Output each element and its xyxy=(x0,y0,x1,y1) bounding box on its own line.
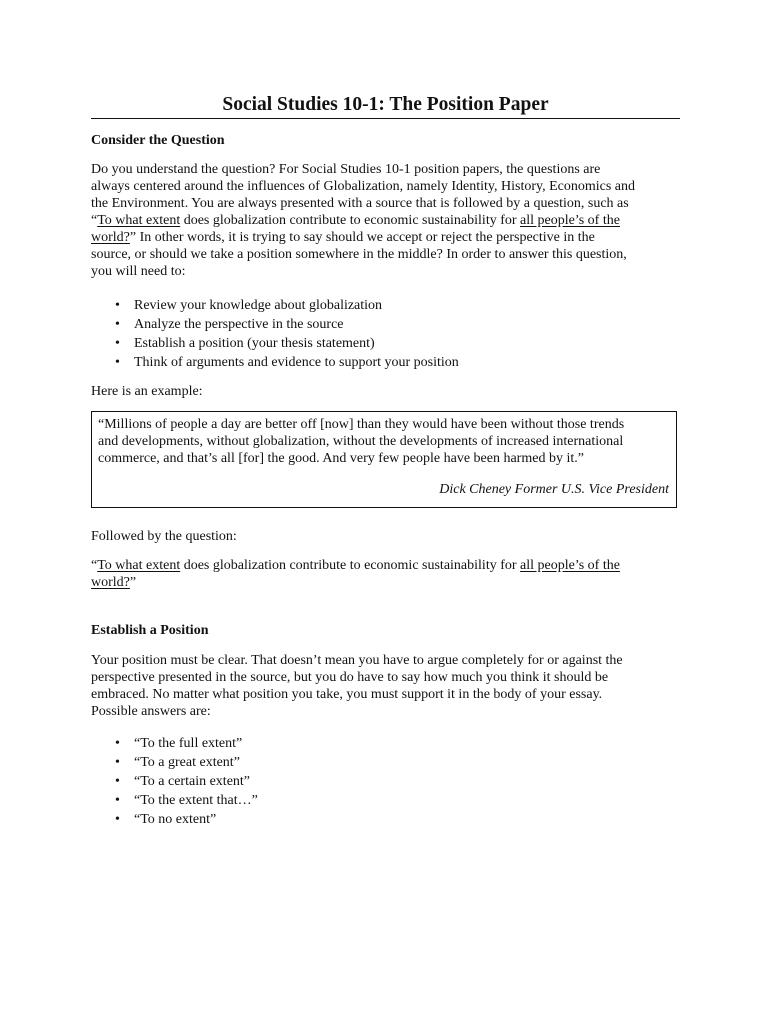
question-text: does globalization contribute to economic sustainability for xyxy=(180,558,521,573)
list-item-text: “To a great extent” xyxy=(134,755,240,770)
list-item-text: “To the extent that…” xyxy=(134,793,258,808)
underlined-phrase: all people’s of the xyxy=(520,558,620,573)
question-line xyxy=(91,574,680,591)
position-line: embraced. No matter what position you take, you must support it in the body of your essay. xyxy=(91,687,603,702)
list-item xyxy=(91,334,459,353)
title-rule xyxy=(91,118,680,119)
list-item-text: Think of arguments and evidence to support your position xyxy=(134,355,459,370)
heading-establish-position: Establish a Position xyxy=(91,623,209,638)
needs-bullet-list xyxy=(91,296,459,372)
intro-line: always centered around the influences of Globalization, namely Identity, History, Economics and xyxy=(91,179,636,194)
underlined-phrase: world? xyxy=(91,230,130,245)
quote-line: “Millions of people a day are better off [now] than they would have been without those trends xyxy=(98,417,625,432)
list-item xyxy=(91,296,459,315)
open-quote: “ xyxy=(91,213,98,228)
list-item xyxy=(91,353,459,372)
bullet-icon: • xyxy=(115,355,120,370)
list-item xyxy=(91,810,258,829)
list-item-text: Establish a position (your thesis statement) xyxy=(134,336,375,351)
open-quote: “ xyxy=(91,558,98,573)
example-label: Here is an example: xyxy=(91,384,203,399)
source-quote-box xyxy=(91,411,677,508)
list-item-text: “To a certain extent” xyxy=(134,774,251,789)
intro-line: Do you understand the question? For Social Studies 10-1 position papers, the questions are xyxy=(91,162,601,177)
list-item xyxy=(91,753,258,772)
underlined-phrase: To what extent xyxy=(97,558,181,573)
intro-line: the Environment. You are always presented with a source that is followed by a question, such as xyxy=(91,196,629,211)
page-title: Social Studies 10-1: The Position Paper xyxy=(222,94,549,115)
source-quote xyxy=(98,416,624,467)
position-line: Your position must be clear. That doesn’t mean you have to argue completely for or against the xyxy=(91,653,623,668)
intro-text: ” In other words, it is trying to say should we accept or reject the perspective in the xyxy=(129,230,595,245)
list-item xyxy=(91,791,258,810)
list-item xyxy=(91,315,459,334)
quote-attribution: Dick Cheney Former U.S. Vice President xyxy=(439,482,669,497)
intro-line: source, or should we take a position somewhere in the middle? In order to answer this question, xyxy=(91,247,627,262)
position-paragraph xyxy=(91,652,680,720)
bullet-icon: • xyxy=(115,736,120,751)
close-quote: ” xyxy=(129,575,137,590)
underlined-phrase: To what extent xyxy=(97,213,181,228)
question-line xyxy=(91,557,680,574)
position-line: Possible answers are: xyxy=(91,704,211,719)
bullet-icon: • xyxy=(115,774,120,789)
bullet-icon: • xyxy=(115,793,120,808)
intro-line xyxy=(91,229,680,246)
list-item xyxy=(91,734,258,753)
list-item-text: Review your knowledge about globalization xyxy=(134,298,383,313)
bullet-icon: • xyxy=(115,317,120,332)
intro-text: does globalization contribute to economic sustainability for xyxy=(180,213,521,228)
quote-line: and developments, without globalization, without the developments of increased international xyxy=(98,434,624,449)
followed-label: Followed by the question: xyxy=(91,529,237,544)
underlined-phrase: world? xyxy=(91,575,130,590)
list-item-text: Analyze the perspective in the source xyxy=(134,317,344,332)
list-item-text: “To the full extent” xyxy=(134,736,243,751)
heading-consider-question: Consider the Question xyxy=(91,133,225,148)
position-line: perspective presented in the source, but you do have to say how much you think it should be xyxy=(91,670,609,685)
list-item-text: “To no extent” xyxy=(134,812,217,827)
answers-bullet-list xyxy=(91,734,258,829)
intro-line xyxy=(91,212,680,229)
bullet-icon: • xyxy=(115,812,120,827)
bullet-icon: • xyxy=(115,298,120,313)
list-item xyxy=(91,772,258,791)
intro-line: you will need to: xyxy=(91,264,186,279)
bullet-icon: • xyxy=(115,336,120,351)
intro-paragraph xyxy=(91,161,680,280)
bullet-icon: • xyxy=(115,755,120,770)
underlined-phrase: all people’s of the xyxy=(520,213,620,228)
question-paragraph xyxy=(91,557,680,591)
quote-line: commerce, and that’s all [for] the good. And very few people have been harmed by it.” xyxy=(98,451,584,466)
